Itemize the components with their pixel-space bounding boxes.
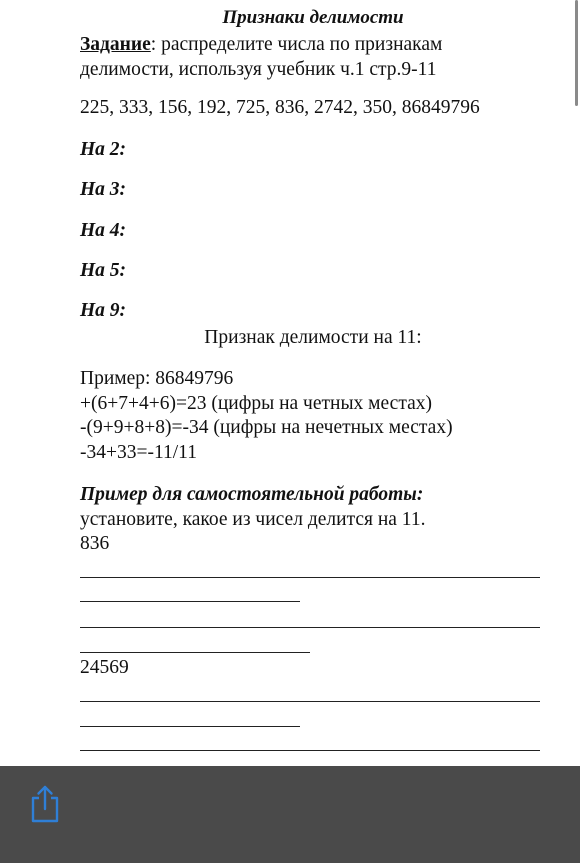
task-line-2: делимости, используя учебник ч.1 стр.9-11	[80, 59, 437, 80]
divisor-label-9: На 9:	[80, 300, 127, 321]
answer-line	[80, 701, 540, 702]
answer-line	[80, 652, 310, 653]
example-line: -34+33=-11/11	[80, 442, 197, 463]
share-button[interactable]	[28, 784, 62, 824]
example-line: +(6+7+4+6)=23 (цифры на четных местах)	[80, 393, 432, 414]
example-line: Пример: 86849796	[80, 368, 234, 389]
task-line-1	[80, 33, 442, 57]
answer-line	[80, 627, 540, 628]
bottom-toolbar	[0, 766, 580, 863]
self-work-number-1: 836	[80, 533, 110, 554]
task-text: : распределите числа по признакам	[150, 34, 443, 55]
divisor-label-2: На 2:	[80, 139, 127, 160]
answer-line	[80, 577, 540, 578]
share-icon	[28, 784, 62, 824]
example-line: -(9+9+8+8)=-34 (цифры на нечетных местах)	[80, 417, 453, 438]
rule-11-heading: Признак делимости на 11:	[204, 327, 422, 348]
self-work-heading: Пример для самостоятельной работы:	[80, 484, 424, 505]
divisor-label-4: На 4:	[80, 220, 127, 241]
divisor-label-3: На 3:	[80, 179, 127, 200]
divisor-label-5: На 5:	[80, 260, 127, 281]
page-title: Признаки делимости	[222, 7, 404, 28]
self-work-number-2: 24569	[80, 657, 129, 678]
answer-line	[80, 726, 300, 727]
task-label: Задание	[80, 34, 151, 55]
answer-line	[80, 750, 540, 751]
numbers-list: 225, 333, 156, 192, 725, 836, 2742, 350, 86849796	[80, 97, 480, 118]
answer-line	[80, 601, 300, 602]
self-work-instruction: установите, какое из чисел делится на 11.	[80, 509, 426, 530]
